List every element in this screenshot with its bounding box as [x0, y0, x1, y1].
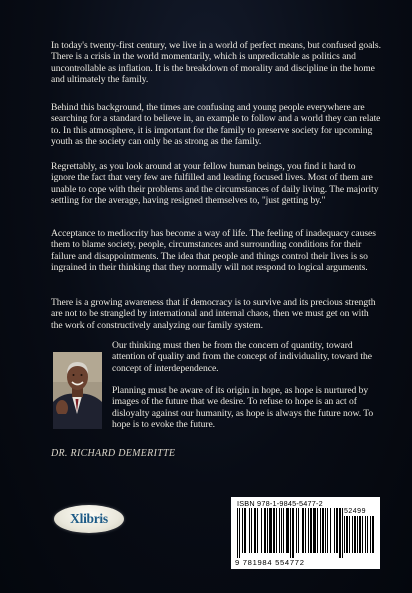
body-paragraph-1: In today's twenty-first century, we live in a world of perfect means, but confused goals. There is a crisis in the world momentarily, which is unpredictable as politics and uncontrollable as inflation. It is the breakdown of morality and discipline in the home and ultimately the family. — [51, 40, 381, 86]
author-name: DR. RICHARD DEMERITTE — [51, 448, 176, 459]
body-paragraph-3: Regrettably, as you look around at your fellow human beings, you find it hard to ignore the fact that very few are fulfilled and leading focused lives. Most of them are unable to cope with their problems and the circumstances of daily living. The majority settling for the average, having resigned themselves to, "just getting by." — [51, 161, 379, 207]
body-paragraph-5: There is a growing awareness that if democracy is to survive and its precious strength are not to be strangled by international and internal chaos, then we must get on with the work of constructively analyzing our family system. — [51, 297, 376, 331]
body-paragraph-7: Planning must be aware of its origin in hope, as hope is nurtured by images of the future that we desire. To refuse to hope is an act of disloyalty against our humanity, as hope is always the future now. To hope is to evoke the future. — [112, 385, 374, 431]
price-code: 52499 — [344, 508, 366, 515]
author-portrait — [53, 352, 102, 429]
ean-number: 9 781984 554772 — [235, 558, 305, 567]
body-paragraph-2: Behind this background, the times are confusing and young people everywhere are searching for a standard to believe in, an example to follow and a world they can relate to. In this atmosphere, it is important for the family to preserve society for upcoming youth as the society can only be as strong as the family. — [51, 102, 381, 148]
body-paragraph-4: Acceptance to mediocrity has become a way of life. The feeling of inadequacy causes them to blame society, people, circumstances and surrounding conditions for their failure and disappointments. The idea that people and things control their lives is so ingrained in their thinking that they normally will not respond to logical arguments. — [51, 228, 376, 274]
author-photo-image — [53, 352, 102, 429]
barcode-panel — [231, 497, 380, 569]
body-paragraph-6: Our thinking must then be from the concern of quantity, toward attention of quality and from the concept of individuality, toward the concept of interdependence. — [112, 340, 372, 374]
publisher-logo-text: Xlibris — [70, 511, 108, 526]
isbn-text: ISBN 978-1-9845-5477-2 — [237, 499, 323, 508]
publisher-logo — [54, 505, 124, 533]
barcode-bars — [233, 508, 343, 558]
barcode-addon-bars — [343, 516, 379, 558]
